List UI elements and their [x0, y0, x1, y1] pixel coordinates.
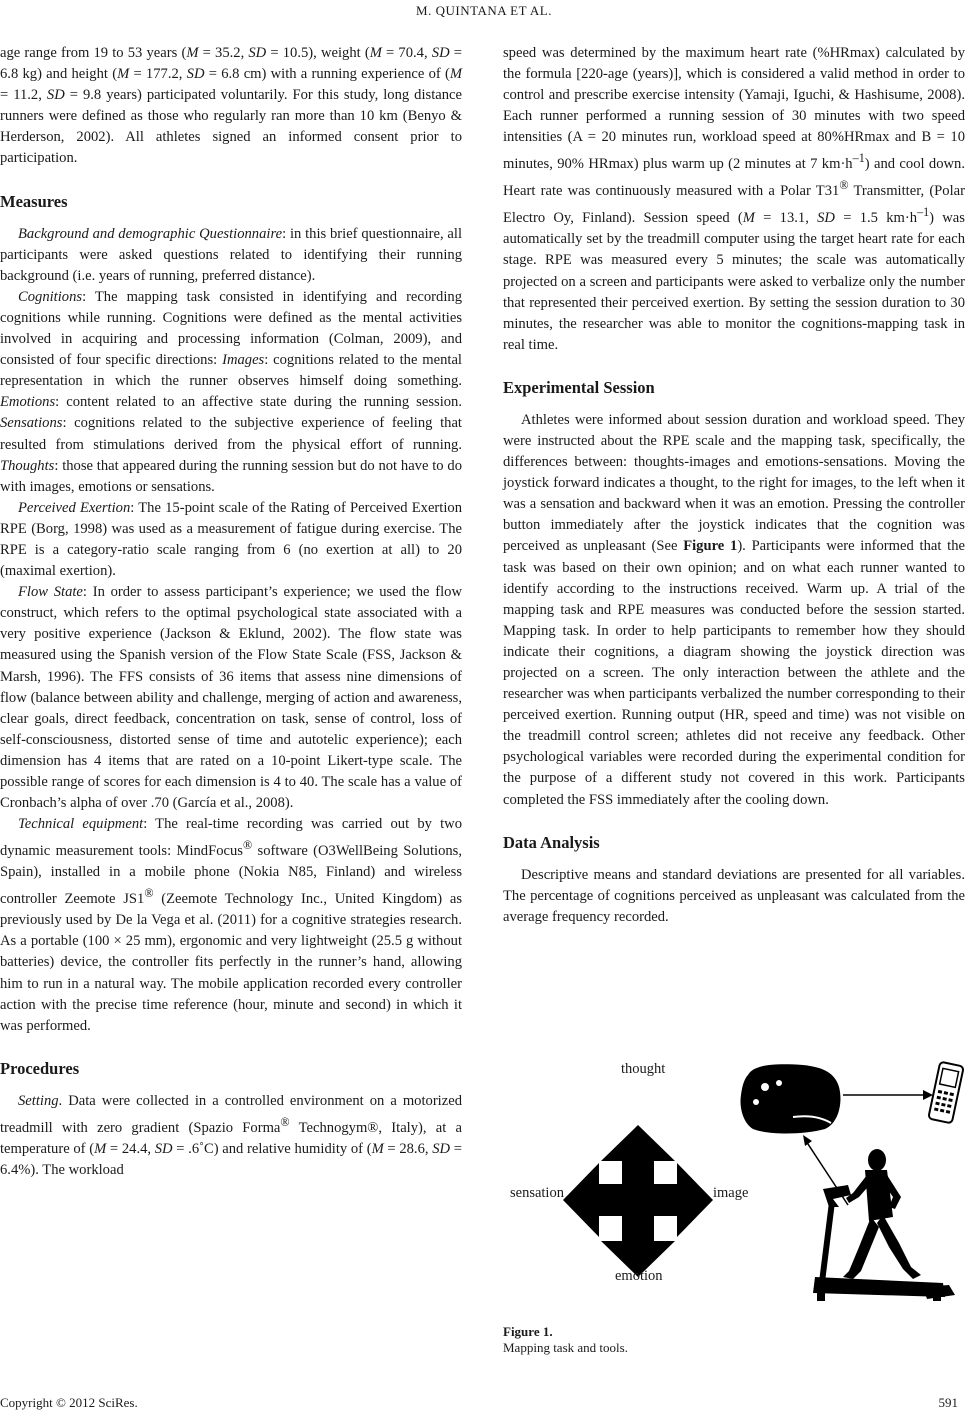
- running-head: M. QUINTANA ET AL.: [416, 3, 552, 18]
- right-column: [503, 43, 965, 928]
- data-analysis-heading: Data Analysis: [503, 832, 600, 852]
- measures-heading: Measures: [0, 191, 68, 211]
- flow-state-paragraph: Flow State: In order to assess participant’s experience; we used the flow construct, which refers to the optimal psychological state associated with a very positive experience (Jackson & Eklund, 2002). The flow state was measured using the Spanish version of the Flow State Scale (FSS, Jackson & Marsh, 1996). The FFS consists of 36 items that assess nine dimensions of flow (balance between ability and challenge, merging of action and awareness, clear goals, direct feedback, concentration on task, sense of control, loss of self-consciousness, distorted sense of time and autotelic experience); each dimension has 4 items that are rated on a 10-point Likert-type scale. The possible range of scores for each dimension is 4 to 40. The scale has a value of Cronbach’s alpha of over .70 (García et al., 2008).: [0, 584, 462, 812]
- perceived-exertion-paragraph: Perceived Exertion: The 15-point scale of the Rating of Perceived Exertion RPE (Borg, 1998) was used as a measurement of fatigue during exercise. The RPE is a category-ratio scale ranging from 6 (no exertion at all) to 20 (maximal exertion).: [0, 499, 462, 580]
- label-sensation: sensation: [510, 1185, 564, 1201]
- figure-caption-text: Mapping task and tools.: [503, 1340, 628, 1355]
- label-thought: thought: [621, 1061, 666, 1077]
- footer-page-number: 591: [938, 1395, 958, 1410]
- setting-paragraph: Setting. Data were collected in a controlled environment on a motorized treadmill with zero gradient (Spazio Forma® Technogym®, Italy), at a temperature of (M = 24.4, SD = .6˚C) and relative humidity of (M = 28.6, SD = 6.4%). The workload: [0, 1092, 463, 1178]
- figure-caption-title: Figure 1.: [503, 1324, 553, 1339]
- intro-paragraph: age range from 19 to 53 years (M = 35.2, SD = 10.5), weight (M = 70.4, SD = 6.8 kg) and height (M = 177.2, SD = 6.8 cm) with a running experience of (M = 11.2, SD = 9.8 years) participated voluntarily. For this study, long distance runners were defined as those who regularly ran more than 10 km (Benyo & Herderson, 2002). All athletes signed an informed consent prior to participation.: [0, 45, 463, 167]
- footer-copyright: Copyright © 2012 SciRes.: [0, 1395, 138, 1410]
- four-way-arrow-icon: [563, 1125, 713, 1277]
- experimental-paragraph: Athletes were informed about session duration and workload speed. They were instructed about the RPE scale and the mapping task, specifically, the differences between: thoughts-images and emotions-sensations. Moving the joystick forward indicates a thought, to the right for images, to the left when it was a sensation and backward when it was an emotion. Pressing the controller button immediately after the joystick indicates that the cognition was perceived as unpleasant (See Figure 1). Participants were informed that the task was based on their own opinion; and on what each runner wanted to identify according to the instructions received. Warm up. A trial of the mapping task and RPE measures was conducted before the session started. Mapping task. In order to help participants to remember how they should indicate their cognitions, a diagram showing the joystick direction was projected on a screen. The only interaction between the athlete and the researcher was when participants verbalized the number corresponding to their perceived exertion. Running output (HR, speed and time) was not visible on the treadmill control screen; athletes did not receive any feedback. Other psychological variables were recorded during the experimental condition for the purpose of a different study not covered in this work. Participants completed the FSS immediately after the cooling down.: [503, 411, 965, 808]
- speed-paragraph: speed was determined by the maximum heart rate (%HRmax) calculated by the formula [220-age (years)], which is considered a valid method in order to control and prescribe exercise intensity (Yamaji, Iguchi, & Hashisume, 2008). Each runner performed a running session of 30 minutes with two speed intensities (A = 20 minutes run, workload speed at 80%HRmax and B = 10 minutes, 90% HRmax) plus warm up (2 minutes at 7 $km\cdot h^{-1}$) and cool down. Heart rate was continuously measured with a Polar T31® Transmitter, (Polar Electro Oy, Finland). Session speed (M = 13.1, SD = 1.5 $km\cdot h^{-1}$) was automatically set by the treadmill computer using the target heart rate for each stage. RPE was measured every 5 minutes; the scale was automatically projected on a screen and participants were asked to verbalize only the number that represented their perceived exertion. By setting the session duration to 30 minutes, the researcher was able to monitor the cognitions-mapping task in real time.: [503, 45, 965, 353]
- experimental-session-heading: Experimental Session: [503, 377, 655, 397]
- cognitions-paragraph: Cognitions: The mapping task consisted in identifying and recording cognitions while running. Cognitions were defined as the mental activities involved in acquiring and processing information (Colman, 2009), and consisted of four specific directions: Images: cognitions related to the mental representation in which the runner observes himself doing something. Emotions: content related to an affective state during the running session. Sensations: cognitions related to the subjective experience of feeling that resulted from stimulations derived from the physical effort of running. Thoughts: those that appeared during the running session but do not have to do with images, emotions or sensations.: [0, 288, 462, 495]
- analysis-paragraph: Descriptive means and standard deviations are presented for all variables. The percentage of cognitions perceived as unpleasant was calculated from the average frequency recorded.: [503, 866, 965, 925]
- mobile-phone-icon: [928, 1062, 964, 1124]
- procedures-heading: Procedures: [0, 1058, 80, 1078]
- background-paragraph: Background and demographic Questionnaire: in this brief questionnaire, all participants were asked questions related to identifying their running background (i.e. years of running, preferred distance).: [0, 225, 463, 284]
- label-image: image: [713, 1185, 749, 1201]
- technical-equipment-paragraph: Technical equipment: The real-time recording was carried out by two dynamic measurement tools: MindFocus® software (O3WellBeing Solutions, Spain), installed in a mobile phone (Nokia N85, Finland) and wireless controller Zeemote JS1® (Zeemote Technology Inc., United Kingdom) as previously used by De la Vega et al. (2011) for a cognitive strategies research. As a portable (100 × 25 mm), ergonomic and very lightweight (25.5 g without batteries) device, the controller fits perfectly in the runner’s hand, allowing him to run in a natural way. The mobile application recorded every controller action with the precise time reference (hour, minute and second) in which it was performed.: [0, 816, 462, 1034]
- left-column: [0, 43, 462, 1181]
- joystick-controller-icon: [741, 1064, 841, 1133]
- label-emotion: emotion: [615, 1268, 663, 1284]
- figure-1: [503, 1057, 965, 1317]
- treadmill-runner-icon: [813, 1149, 955, 1301]
